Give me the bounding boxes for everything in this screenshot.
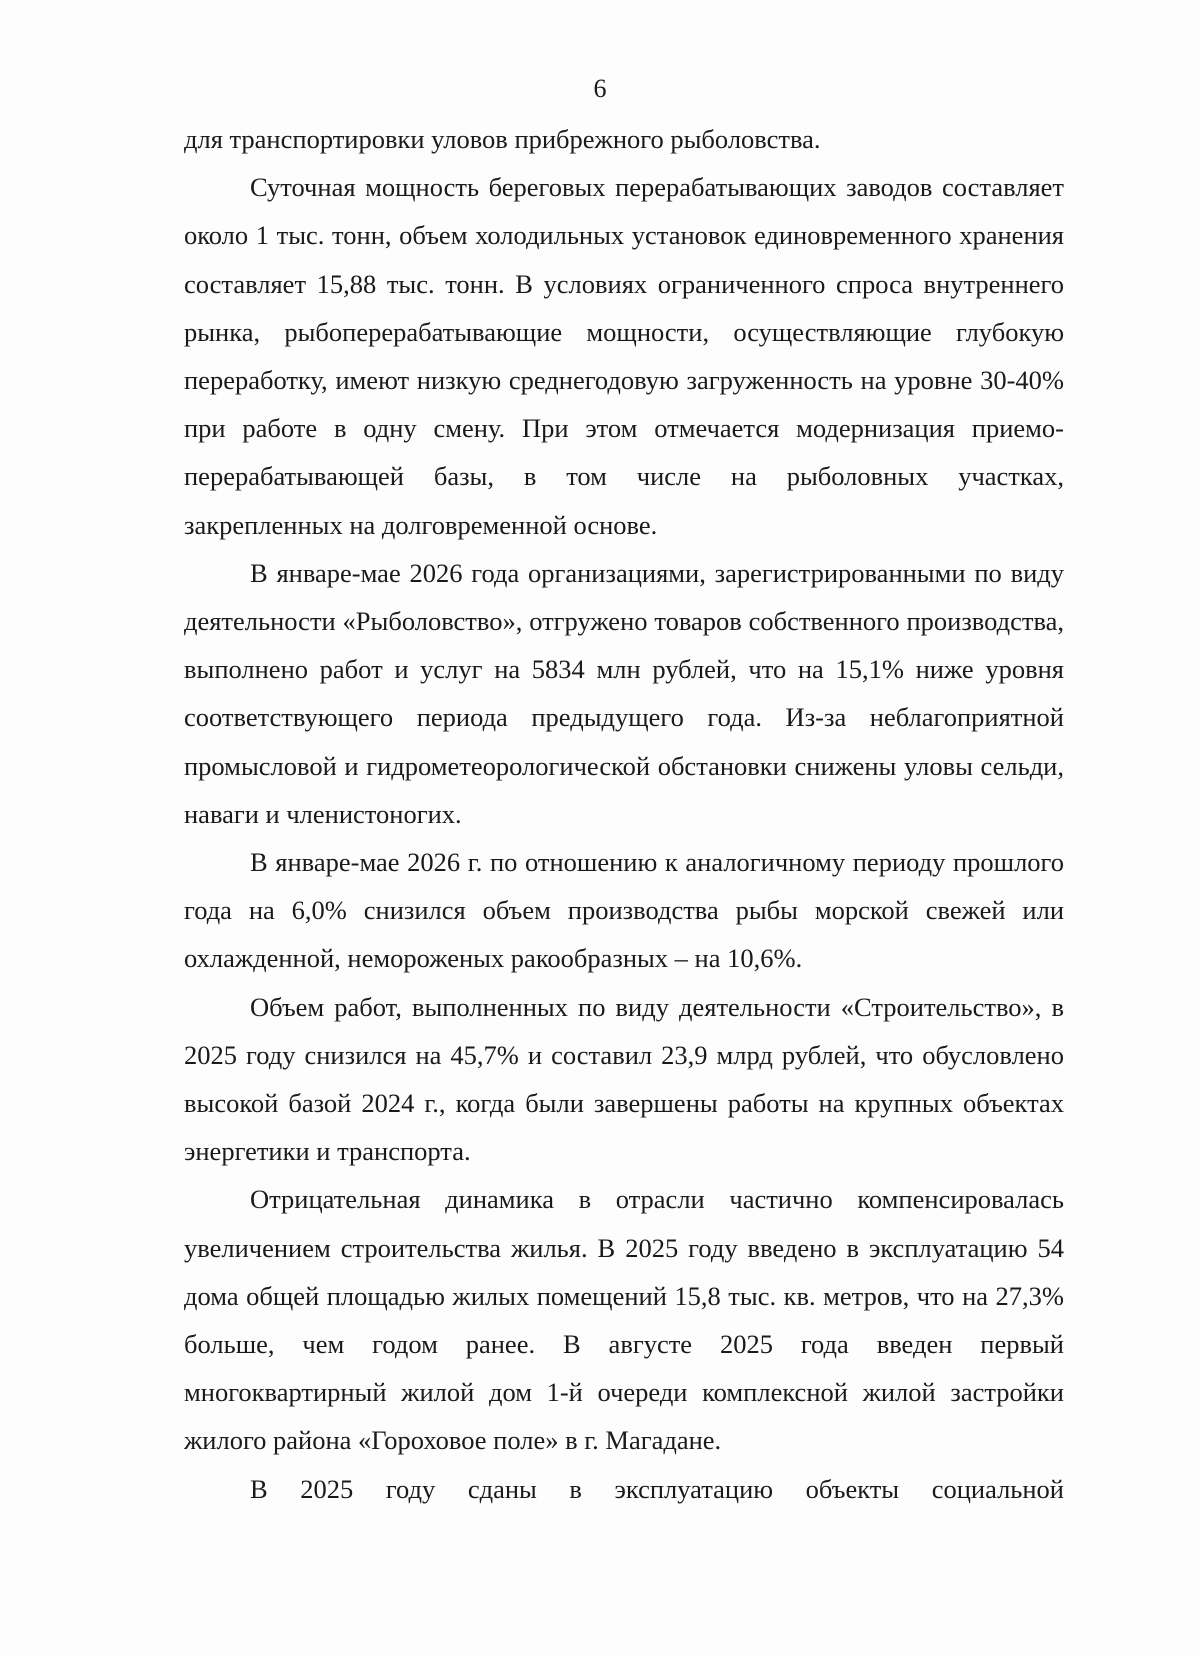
paragraph-social-objects: В 2025 году сданы в эксплуатацию объекты социальной	[250, 1473, 1064, 1504]
paragraph-fish-production: В январе-мае 2026 г. по отношению к аналогичному периоду прошлого года на 6,0% снизился объем производства рыбы морской свежей или охлажденной, немороженых ракообразных – на 10,6%.	[184, 847, 1064, 974]
page-number: 6	[593, 74, 607, 103]
document-body	[184, 115, 1064, 1513]
paragraph-housing: Отрицательная динамика в отрасли частично компенсировалась увеличением строительства жилья. В 2025 году введено в эксплуатацию 54 дома общей площадью жилых помещений 15,8 тыс. кв. метров, что на 27,3% больше, чем годом ранее. В августе 2025 года введен первый многоквартирный жилой дом 1-й очереди комплексной жилой застройки жилого района «Гороховое поле» в г. Магадане.	[184, 1184, 1064, 1456]
paragraph-continuation: для транспортировки уловов прибрежного рыболовства.	[184, 124, 821, 154]
paragraph-fishing-shipments: В январе-мае 2026 года организациями, зарегистрированными по виду деятельности «Рыболовство», отгружено товаров собственного производства, выполнено работ и услуг на 5834 млн рублей, что на 15,1% ниже уровня соответствующего периода предыдущего года. Из-за неблагоприятной промысловой и гидрометеорологической обстановки снижены уловы сельди, наваги и членистоногих.	[184, 557, 1064, 829]
paragraph-processing-capacity: Суточная мощность береговых перерабатывающих заводов составляет около 1 тыс. тонн, объем холодильных установок единовременного хранения составляет 15,88 тыс. тонн. В условиях ограниченного спроса внутреннего рынка, рыбоперерабатывающие мощности, осуществляющие глубокую переработку, имеют низкую среднегодовую загруженность на уровне 30-40% при работе в одну смену. При этом отмечается модернизация приемо-перерабатывающей базы, в том числе на рыболовных участках, закрепленных на долговременной основе.	[184, 172, 1064, 540]
paragraph-construction-volume: Объем работ, выполненных по виду деятельности «Строительство», в 2025 году снизился на 45,7% и составил 23,9 млрд рублей, что обусловлено высокой базой 2024 г., когда были завершены работы на крупных объектах энергетики и транспорта.	[184, 991, 1064, 1167]
